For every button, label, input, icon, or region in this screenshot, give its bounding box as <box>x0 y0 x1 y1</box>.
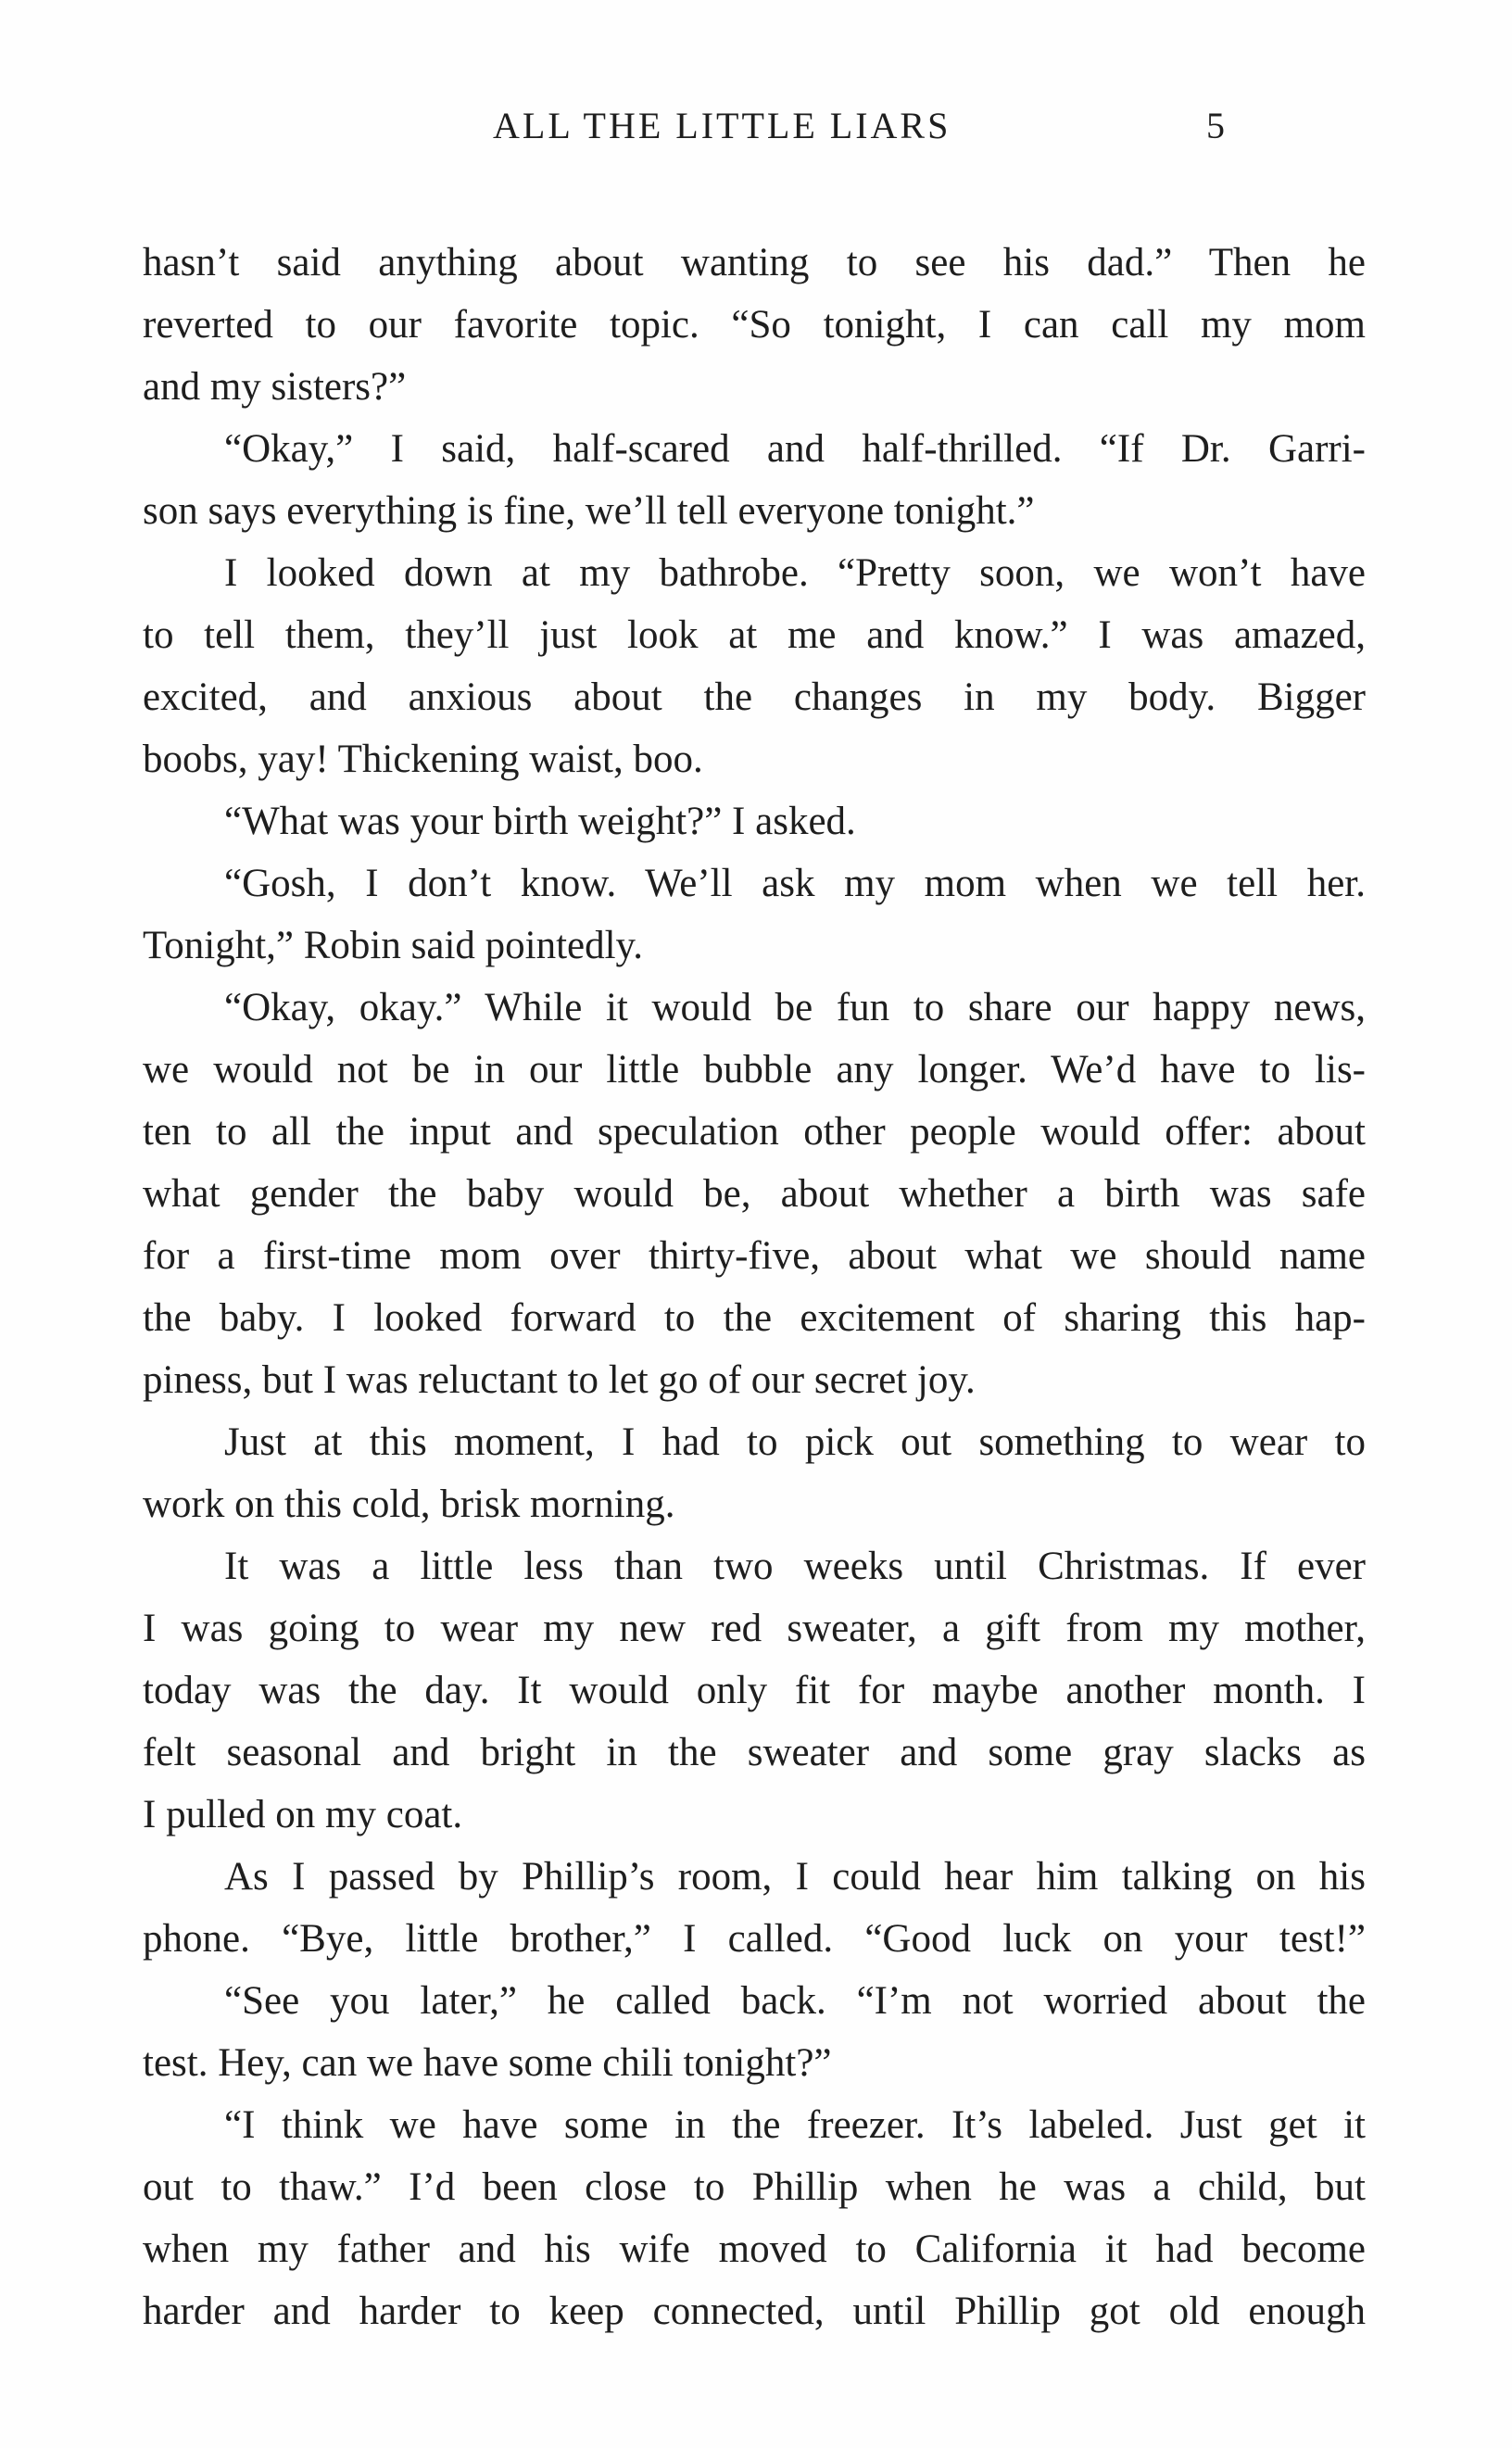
text-line: test. Hey, can we have some chili tonight?” <box>143 2041 832 2085</box>
text-line: today was the day. It would only fit for maybe another month. I <box>143 1669 1366 1712</box>
text-line: what gender the baby would be, about whether a birth was safe <box>143 1172 1366 1216</box>
body-text <box>143 232 1366 2342</box>
text-line: excited, and anxious about the changes in my body. Bigger <box>143 675 1366 719</box>
text-line: “What was your birth weight?” I asked. <box>224 800 856 843</box>
text-line: It was a little less than two weeks until Christmas. If ever <box>224 1545 1366 1588</box>
text-line: I looked down at my bathrobe. “Pretty soon, we won’t have <box>224 551 1366 595</box>
text-line: we would not be in our little bubble any longer. We’d have to lis- <box>143 1048 1366 1092</box>
text-line: “Okay, okay.” While it would be fun to share our happy news, <box>224 986 1366 1029</box>
text-line: when my father and his wife moved to California it had become <box>143 2227 1366 2271</box>
text-line: boobs, yay! Thickening waist, boo. <box>143 738 703 781</box>
text-line: for a first-time mom over thirty-five, about what we should name <box>143 1234 1366 1278</box>
text-line: felt seasonal and bright in the sweater and some gray slacks as <box>143 1731 1366 1774</box>
text-line: I pulled on my coat. <box>143 1793 463 1836</box>
text-line: harder and harder to keep connected, until Phillip got old enough <box>143 2290 1366 2333</box>
text-line: piness, but I was reluctant to let go of our secret joy. <box>143 1358 976 1402</box>
text-line: “See you later,” he called back. “I’m not worried about the <box>224 1979 1366 2023</box>
page-number: 5 <box>1206 105 1225 146</box>
text-line: to tell them, they’ll just look at me and know.” I was amazed, <box>143 613 1366 657</box>
text-line: “Okay,” I said, half-scared and half-thrilled. “If Dr. Garri- <box>224 427 1366 471</box>
text-line: hasn’t said anything about wanting to see his dad.” Then he <box>143 241 1366 284</box>
text-line: Tonight,” Robin said pointedly. <box>143 924 644 967</box>
text-line: ten to all the input and speculation other people would offer: about <box>143 1110 1366 1154</box>
text-line: “Gosh, I don’t know. We’ll ask my mom when we tell her. <box>224 862 1366 905</box>
text-line: reverted to our favorite topic. “So tonight, I can call my mom <box>143 303 1366 347</box>
text-line: work on this cold, brisk morning. <box>143 1483 675 1526</box>
text-line: the baby. I looked forward to the excitement of sharing this hap- <box>143 1296 1366 1340</box>
text-line: son says everything is fine, we’ll tell everyone tonight.” <box>143 489 1035 533</box>
text-line: phone. “Bye, little brother,” I called. “Good luck on your test!” <box>143 1917 1366 1961</box>
text-line: As I passed by Phillip’s room, I could hear him talking on his <box>224 1855 1366 1899</box>
text-line: Just at this moment, I had to pick out something to wear to <box>224 1420 1366 1464</box>
running-head-title: ALL THE LITTLE LIARS <box>493 105 951 146</box>
text-line: I was going to wear my new red sweater, a gift from my mother, <box>143 1607 1366 1650</box>
text-line: “I think we have some in the freezer. It’s labeled. Just get it <box>224 2103 1366 2147</box>
text-line: and my sisters?” <box>143 365 407 409</box>
text-line: out to thaw.” I’d been close to Phillip when he was a child, but <box>143 2165 1366 2209</box>
